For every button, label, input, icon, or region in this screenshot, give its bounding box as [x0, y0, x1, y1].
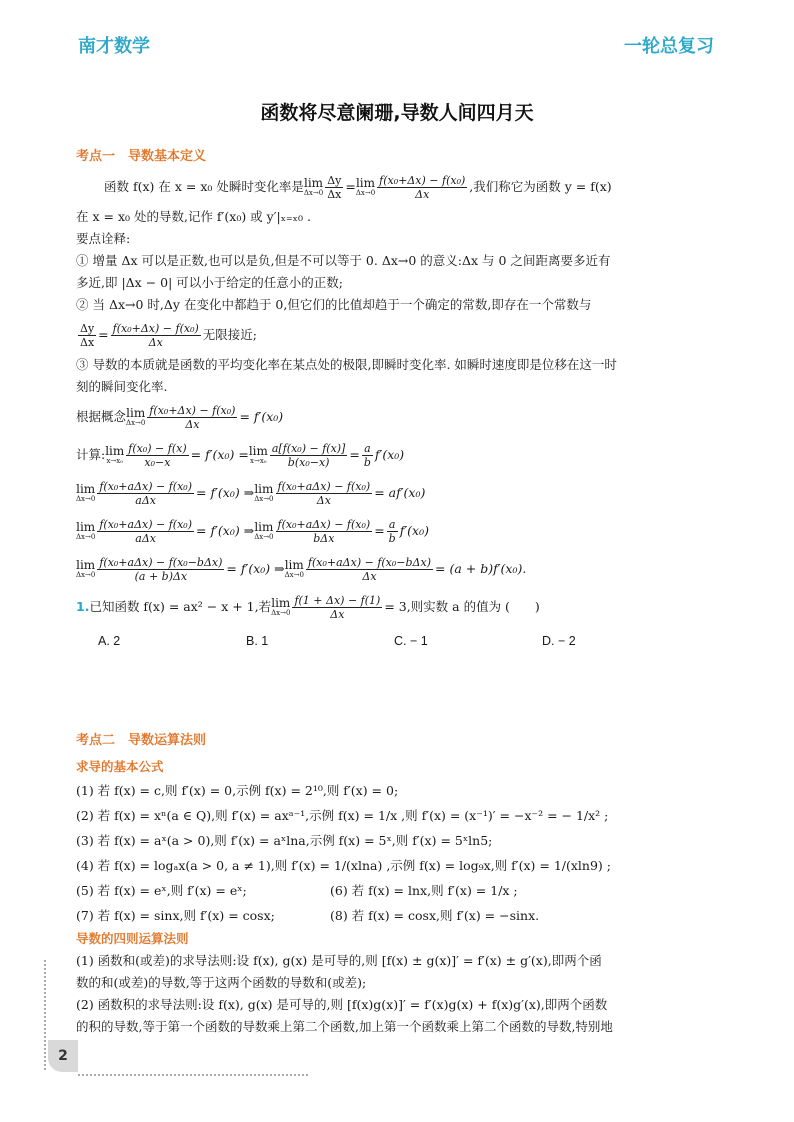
dotted-margin-vertical	[44, 960, 46, 1070]
calc-formula-2: lim Δx→0 $\frac{\text{f(x₀+aΔx) − f(x₀)}}{\text{aΔx}}$ = f′(x₀) ⇒ lim Δx→0 $\frac{\text{f(x₀+aΔx) − f(x₀)}}{\Delta x}$ = af′(x₀)	[76, 479, 426, 507]
def-text-b: ,我们称它为函数 y = f(x)	[469, 179, 612, 194]
formulas-7-8	[76, 903, 716, 928]
calc-prefix: 计算:	[76, 447, 106, 462]
formula-4: (4) 若 f(x) = logₐx(a > 0, a ≠ 1),则 f′(x) = 1/(xlna) ,示例 f(x) = log₉x,则 f′(x) = 1/(xln9) ;	[76, 858, 611, 873]
frac-dy-dx: $\frac{\Delta y}{\Delta x}$	[327, 173, 342, 201]
frac-def: $\frac{\text{f(x₀+Δx) − f(x₀)}}{\Delta x}$	[379, 173, 466, 201]
lim-symbol: lim Δx→0	[355, 175, 376, 197]
calc-formula-1: 计算: lim x→x₀ $\frac{\text{f(x₀) − f(x)}}{\text{x₀−x}}$ = f′(x₀) = lim x→x₀ $\frac{\text{a[f(x₀) − f(x)]}}{\text{b(x₀−x)}}$ = $\frac{a}{b}$ f′(x₀)	[76, 441, 405, 469]
note2-formula: $\frac{\Delta y}{\Delta x}$ = $\frac{\text{f(x₀+Δx) − f(x₀)}}{\Delta x}$ 无限接近;	[80, 321, 257, 349]
question-number: 1.	[76, 599, 90, 614]
formula-6: (6) 若 f(x) = lnx,则 f′(x) = 1/x ;	[330, 883, 518, 898]
rule-2a: (2) 函数积的求导法则:设 f(x), g(x) 是可导的,则 [f(x)g(x)]′ = f′(x)g(x) + f(x)g′(x),即两个函数	[76, 997, 608, 1012]
rule-1b: 数的和(或差)的导数,等于这两个函数的导数和(或差);	[76, 975, 367, 990]
notes-title: 要点诠释:	[76, 231, 131, 246]
note1b: 多近,即 |Δx − 0| 可以小于给定的任意小的正数;	[76, 275, 344, 290]
question-1: 1. 已知函数 f(x) = ax² − x + 1,若 lim Δx→0 $\frac{f(1 + \Delta x) - f(1)}{\Delta x}$ = 3,则实数 a 的值为 ( )	[76, 593, 540, 621]
section2-heading: 考点二 导数运算法则	[76, 733, 207, 748]
formula-8: (8) 若 f(x) = cosx,则 f′(x) = −sinx.	[330, 908, 540, 923]
option-a[interactable]: A. 2	[98, 634, 121, 648]
formula-7: (7) 若 f(x) = sinx,则 f′(x) = cosx;	[76, 908, 275, 923]
q1-text-b: = 3,则实数 a 的值为 ( )	[384, 599, 540, 614]
note2a: ② 当 Δx→0 时,Δy 在变化中都趋于 0,但它们的比值却趋于一个确定的常数,即存在一个常数与	[76, 297, 592, 312]
formula-5: (5) 若 f(x) = eˣ,则 f′(x) = eˣ;	[76, 883, 247, 898]
header-subject: 南才数学	[78, 36, 150, 57]
def-line2: 在 x = x₀ 处的导数,记作 f′(x₀) 或 y′|ₓ₌ₓ₀ .	[76, 209, 311, 224]
note3a: ③ 导数的本质就是函数的平均变化率在某点处的极限,即瞬时变化率. 如瞬时速度即是位移在这一时	[76, 357, 617, 372]
concept-formula: 根据概念 lim Δx→0 $\frac{\text{f(x₀+Δx) − f(x₀)}}{\Delta x}$ = f′(x₀)	[76, 403, 284, 431]
formula-3: (3) 若 f(x) = aˣ(a > 0),则 f′(x) = aˣlna,示例 f(x) = 5ˣ,则 f′(x) = 5ˣln5;	[76, 833, 493, 848]
q1-options	[98, 630, 716, 652]
def-text-a: 函数 f(x) 在 x = x₀ 处瞬时变化率是	[104, 179, 304, 194]
basic-formulas-heading: 求导的基本公式	[76, 759, 164, 774]
page-number: 2	[48, 1040, 78, 1072]
note1a: ① 增量 Δx 可以是正数,也可以是负,但是不可以等于 0. Δx→0 的意义:Δx 与 0 之间距离要多近有	[76, 253, 611, 268]
q1-text-a: 已知函数 f(x) = ax² − x + 1,若	[89, 599, 272, 614]
definition-line: 函数 f(x) 在 x = x₀ 处瞬时变化率是 lim Δx→0 $\frac{\Delta y}{\Delta x}$ = lim Δx→0 $\frac{\text{f(x₀+Δx) − f(x₀)}}{\Delta x}$ ,我们称它为函数 y = f(x)	[104, 173, 612, 201]
main-content	[76, 146, 716, 1038]
calc-formula-3: lim Δx→0 $\frac{\text{f(x₀+aΔx) − f(x₀)}}{\text{aΔx}}$ = f′(x₀) ⇒ lim Δx→0 $\frac{\text{f(x₀+aΔx) − f(x₀)}}{\text{bΔx}}$ = $\frac{a}{b}$ f′(x₀)	[76, 517, 429, 545]
section1-heading: 考点一 导数基本定义	[76, 149, 207, 164]
page-title: 函数将尽意阑珊,导数人间四月天	[260, 102, 534, 124]
dotted-margin-horizontal	[78, 1074, 308, 1076]
option-b[interactable]: B. 1	[246, 634, 269, 648]
calc-formula-4: lim Δx→0 $\frac{\text{f(x₀+aΔx) − f(x₀−bΔx)}}{(a + b)\Delta x}$ = f′(x₀) ⇒ lim Δx→0 $\frac{\text{f(x₀+aΔx) − f(x₀−bΔx)}}{\Delta x}$ = (a + b)f′(x₀).	[76, 555, 527, 583]
rule-1a: (1) 函数和(或差)的求导法则:设 f(x), g(x) 是可导的,则 [f(x) ± g(x)]′ = f′(x) ± g′(x),即两个函	[76, 953, 602, 968]
header-series: 一轮总复习	[624, 36, 714, 57]
arithmetic-rules-heading: 导数的四则运算法则	[76, 931, 189, 946]
formula-2: (2) 若 f(x) = xⁿ(a ∈ Q),则 f′(x) = axᵃ⁻¹,示例 f(x) = 1/x ,则 f′(x) = (x⁻¹)′ = −x⁻² = − 1/x² ;	[76, 808, 609, 823]
option-d[interactable]: D. − 2	[542, 634, 576, 648]
note2b: 无限接近;	[202, 327, 257, 342]
formulas-5-6	[76, 878, 716, 903]
lim-symbol: lim Δx→0	[303, 175, 324, 197]
formula-1: (1) 若 f(x) = c,则 f′(x) = 0,示例 f(x) = 2¹⁰,则 f′(x) = 0;	[76, 783, 399, 798]
option-c[interactable]: C. − 1	[394, 634, 428, 648]
rule-2b: 的积的导数,等于第一个函数的导数乘上第二个函数,加上第一个函数乘上第二个函数的导数,特别地	[76, 1019, 613, 1034]
concept-prefix: 根据概念	[76, 409, 127, 424]
note3b: 刻的瞬间变化率.	[76, 379, 168, 394]
